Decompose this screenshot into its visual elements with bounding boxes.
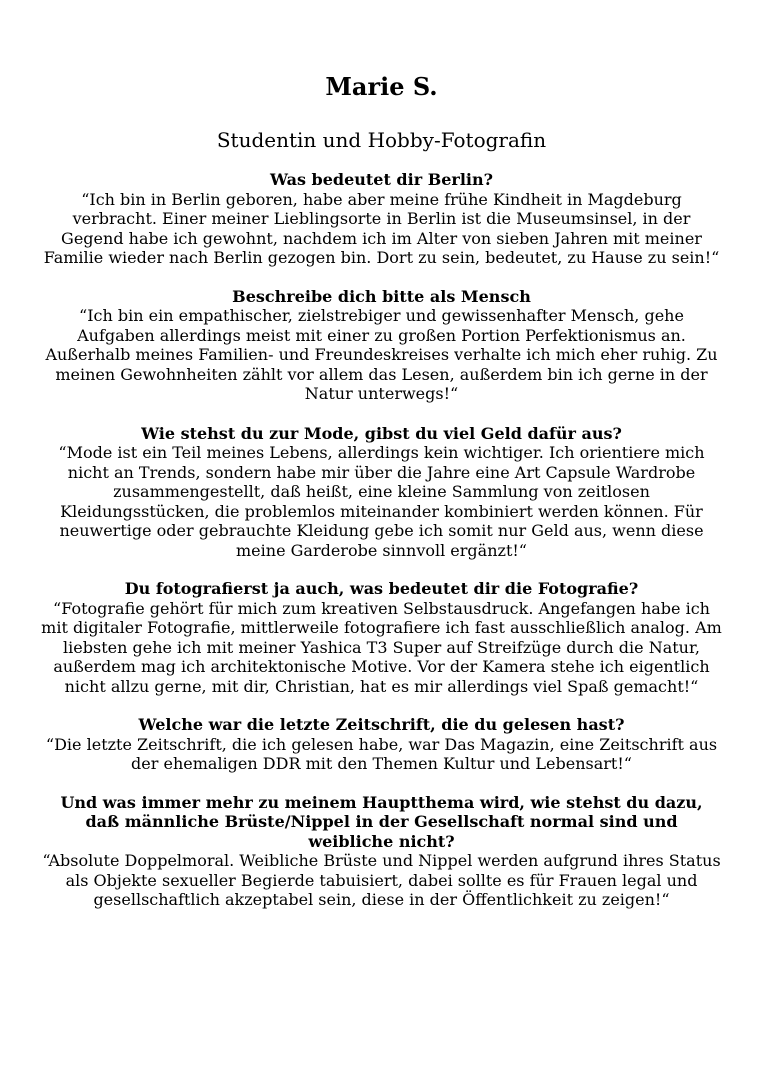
answer-text: “Fotografie gehört für mich zum kreativen Selbstausdruck. Angefangen habe ich mit digitaler Fotografie, mittlerweile fotografiere ich fast ausschließlich analog. Am liebsten gehe ich mit meiner Yashica T3 Super auf Streifzüge durch die Natur, außerdem mag ich architektonische Motive. Vor der Kamera stehe ich eigentlich nicht allzu gerne, mit dir, Christian, hat es mir allerdings viel Spaß gemacht!“ <box>41 598 722 696</box>
interview-item <box>40 793 723 910</box>
answer-text: “Ich bin in Berlin geboren, habe aber meine frühe Kindheit in Magdeburg verbracht. Einer meiner Lieblingsorte in Berlin ist die Museumsinsel, in der Gegend habe ich gewohnt, nachdem ich im Alter von sieben Jahren mit meiner Familie wieder nach Berlin gezogen bin. Dort zu sein, bedeutet, zu Hause zu sein!“ <box>43 189 720 267</box>
interview-item <box>40 170 723 268</box>
question-heading: Du fotografierst ja auch, was bedeutet dir die Fotografie? <box>124 579 639 598</box>
answer-text: “Die letzte Zeitschrift, die ich gelesen habe, war Das Magazin, eine Zeitschrift aus der ehemaligen DDR mit den Themen Kultur und Lebensart!“ <box>45 734 718 773</box>
interview-item <box>40 287 723 404</box>
question-heading: Wie stehst du zur Mode, gibst du viel Geld dafür aus? <box>141 423 622 443</box>
interview-item <box>40 715 723 774</box>
page-title: Marie S. <box>325 72 438 101</box>
answer-text: “Ich bin ein empathischer, zielstrebiger und gewissenhafter Mensch, gehe Aufgaben allerdings meist mit einer zu großen Portion Perfektionismus an. Außerhalb meines Familien- und Freundeskreises verhalte ich mich eher ruhig. Zu meinen Gewohnheiten zählt vor allem das Lesen, außerdem bin ich gerne in der Natur unterwegs!“ <box>45 306 718 403</box>
answer-text: “Mode ist ein Teil meines Lebens, allerdings kein wichtiger. Ich orientiere mich nicht an Trends, sondern habe mir über die Jahre eine Art Capsule Wardrobe zusammengestellt, daß heißt, eine kleine Sammlung von zeitlosen Kleidungsstücken, die problemlos miteinander kombiniert werden können. Für neuwertige oder gebrauchte Kleidung gebe ich somit nur Geld aus, wenn diese meine Garderobe sinnvoll ergänzt!“ <box>58 443 705 560</box>
question-heading: Beschreibe dich bitte als Mensch <box>232 286 531 306</box>
interview-item <box>40 424 723 561</box>
page-subtitle: Studentin und Hobby-Fotografin <box>216 128 547 152</box>
interview-item <box>40 579 723 696</box>
question-heading: Welche war die letzte Zeitschrift, die du gelesen hast? <box>138 715 625 734</box>
question-heading: Was bedeutet dir Berlin? <box>270 170 493 189</box>
answer-text: “Absolute Doppelmoral. Weibliche Brüste und Nippel werden aufgrund ihres Status als Objekte sexueller Begierde tabuisiert, dabei sollte es für Frauen legal und gesellschaftlich akzeptabel sein, diese in der Öffentlichkeit zu zeigen!“ <box>42 851 721 909</box>
question-heading: Und was immer mehr zu meinem Hauptthema wird, wie stehst du dazu, daß männliche Brüste/Nippel in der Gesellschaft normal sind und weibliche nicht? <box>60 792 703 851</box>
